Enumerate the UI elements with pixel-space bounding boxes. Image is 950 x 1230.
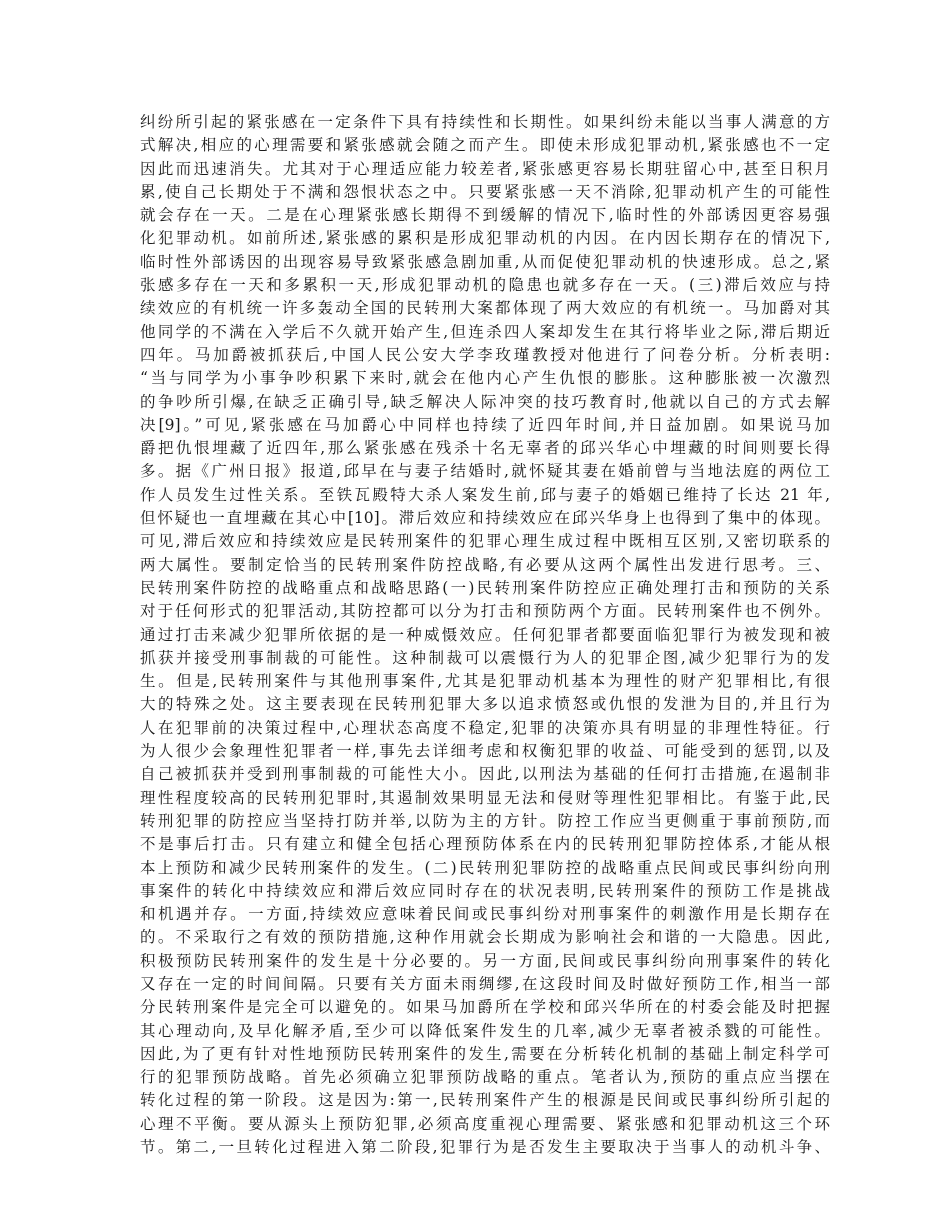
text-line: 本上预防和减少民转刑案件的发生。(二)民转刑犯罪防控的战略重点民间或民事纠纷向刑 xyxy=(140,858,830,877)
text-line: 可见,滞后效应和持续效应是民转刑案件的犯罪心理生成过程中既相互区别,又密切联系的 xyxy=(140,532,830,551)
text-line: 对于任何形式的犯罪活动,其防控都可以分为打击和预防两个方面。民转刑案件也不例外。 xyxy=(140,602,830,621)
text-line: 纠纷所引起的紧张感在一定条件下具有持续性和长期性。如果纠纷未能以当事人满意的方 xyxy=(140,113,830,131)
text-line: 两大属性。要制定恰当的民转刑案件防控战略,有必要从这两个属性出发进行思考。三、 xyxy=(140,555,830,574)
text-line: 式解决,相应的心理需要和紧张感就会随之而产生。即使未形成犯罪动机,紧张感也不一定 xyxy=(140,136,830,155)
text-line: 其心理动向,及早化解矛盾,至少可以降低案件发生的几率,减少无辜者被杀戮的可能性。 xyxy=(140,1021,830,1040)
text-line: 又存在一定的时间间隔。只要有关方面未雨绸缪,在这段时间及时做好预防工作,相当一部 xyxy=(140,974,830,993)
body-text xyxy=(140,111,830,1159)
text-line: 心理不平衡。要从源头上预防犯罪,必须高度重视心理需要、紧张感和犯罪动机这三个环 xyxy=(140,1114,830,1133)
text-line: 就会存在一天。二是在心理紧张感长期得不到缓解的情况下,临时性的外部诱因更容易强 xyxy=(140,206,830,225)
text-line: 大的特殊之处。这主要表现在民转刑犯罪大多以追求愤怒或仇恨的发泄为目的,并且行为 xyxy=(140,695,830,714)
text-line: 的争吵所引爆,在缺乏正确引导,缺乏解决人际冲突的技巧教育时,他就以自己的方式去解 xyxy=(140,392,830,411)
text-line: 民转刑案件防控的战略重点和战略思路(一)民转刑案件防控应正确处理打击和预防的关系 xyxy=(140,578,830,597)
text-line: 转刑犯罪的防控应当坚持打防并举,以防为主的方针。防控工作应当更侧重于事前预防,而 xyxy=(140,811,830,830)
text-line: 转化过程的第一阶段。这是因为:第一,民转刑案件产生的根源是民间或民事纠纷所引起的 xyxy=(140,1091,830,1110)
text-line: 决[9]。”可见,紧张感在马加爵心中同样也持续了近四年时间,并日益加剧。如果说马加 xyxy=(140,415,830,434)
text-line: 不是事后打击。只有建立和健全包括心理预防体系在内的民转刑犯罪防控体系,才能从根 xyxy=(140,835,830,854)
text-line: 爵把仇恨埋藏了近四年,那么紧张感在残杀十名无辜者的邱兴华心中埋藏的时间则要长得 xyxy=(140,439,830,458)
text-line: 行的犯罪预防战略。首先必须确立犯罪预防战略的重点。笔者认为,预防的重点应当摆在 xyxy=(140,1068,830,1087)
text-line: 分民转刑案件是完全可以避免的。如果马加爵所在学校和邱兴华所在的村委会能及时把握 xyxy=(140,998,830,1017)
text-line: 临时性外部诱因的出现容易导致紧张感急剧加重,从而促使犯罪动机的快速形成。总之,紧 xyxy=(140,252,830,271)
text-line: 为人很少会象理性犯罪者一样,事先去详细考虑和权衡犯罪的收益、可能受到的惩罚,以及 xyxy=(140,742,830,761)
text-line: 节。第二,一旦转化过程进入第二阶段,犯罪行为是否发生主要取决于当事人的动机斗争、 xyxy=(140,1138,830,1157)
text-line: 通过打击来减少犯罪所依据的是一种威慑效应。任何犯罪者都要面临犯罪行为被发现和被 xyxy=(140,625,830,644)
text-line: 积极预防民转刑案件的发生是十分必要的。另一方面,民间或民事纠纷向刑事案件的转化 xyxy=(140,951,830,970)
text-line: “当与同学为小事争吵积累下来时,就会在他内心产生仇恨的膨胀。这种膨胀被一次激烈 xyxy=(140,369,830,388)
text-line: 多。据《广州日报》报道,邱早在与妻子结婚时,就怀疑其妻在婚前曾与当地法庭的两位工 xyxy=(140,462,830,481)
text-line: 他同学的不满在入学后不久就开始产生,但连杀四人案却发生在其行将毕业之际,滞后期近 xyxy=(140,322,830,341)
text-line: 因此而迅速消失。尤其对于心理适应能力较差者,紧张感更容易长期驻留心中,甚至日积月 xyxy=(140,159,830,178)
text-line: 续效应的有机统一许多轰动全国的民转刑大案都体现了两大效应的有机统一。马加爵对其 xyxy=(140,299,830,318)
text-line: 自己被抓获并受到刑事制裁的可能性大小。因此,以刑法为基础的任何打击措施,在遏制非 xyxy=(140,765,830,784)
text-line: 四年。马加爵被抓获后,中国人民公安大学李玫瑾教授对他进行了问卷分析。分析表明: xyxy=(140,345,830,364)
text-line: 和机遇并存。一方面,持续效应意味着民间或民事纠纷对刑事案件的刺激作用是长期存在 xyxy=(140,905,830,924)
text-line: 的。不采取行之有效的预防措施,这种作用就会长期成为影响社会和谐的一大隐患。因此, xyxy=(140,928,830,947)
text-line: 作人员发生过性关系。至铁瓦殿特大杀人案发生前,邱与妻子的婚姻已维持了长达 21 年, xyxy=(140,485,830,504)
text-line: 张感多存在一天和多累积一天,形成犯罪动机的隐患也就多存在一天。(三)滞后效应与持 xyxy=(140,276,830,295)
text-line: 理性程度较高的民转刑犯罪时,其遏制效果明显无法和侵财等理性犯罪相比。有鉴于此,民 xyxy=(140,788,830,807)
text-line: 但怀疑也一直埋藏在其心中[10]。滞后效应和持续效应在邱兴华身上也得到了集中的体现。 xyxy=(140,509,830,528)
text-line: 因此,为了更有针对性地预防民转刑案件的发生,需要在分析转化机制的基础上制定科学可 xyxy=(140,1044,830,1063)
text-line: 累,使自己长期处于不满和怨恨状态之中。只要紧张感一天不消除,犯罪动机产生的可能性 xyxy=(140,182,830,201)
text-line: 抓获并接受刑事制裁的可能性。这种制裁可以震慑行为人的犯罪企图,减少犯罪行为的发 xyxy=(140,648,830,667)
text-line: 生。但是,民转刑案件与其他刑事案件,尤其是犯罪动机基本为理性的财产犯罪相比,有很 xyxy=(140,672,830,691)
text-line: 人在犯罪前的决策过程中,心理状态高度不稳定,犯罪的决策亦具有明显的非理性特征。行 xyxy=(140,718,830,737)
text-line: 化犯罪动机。如前所述,紧张感的累积是形成犯罪动机的内因。在内因长期存在的情况下, xyxy=(140,229,830,248)
text-line: 事案件的转化中持续效应和滞后效应同时存在的状况表明,民转刑案件的预防工作是挑战 xyxy=(140,881,830,900)
